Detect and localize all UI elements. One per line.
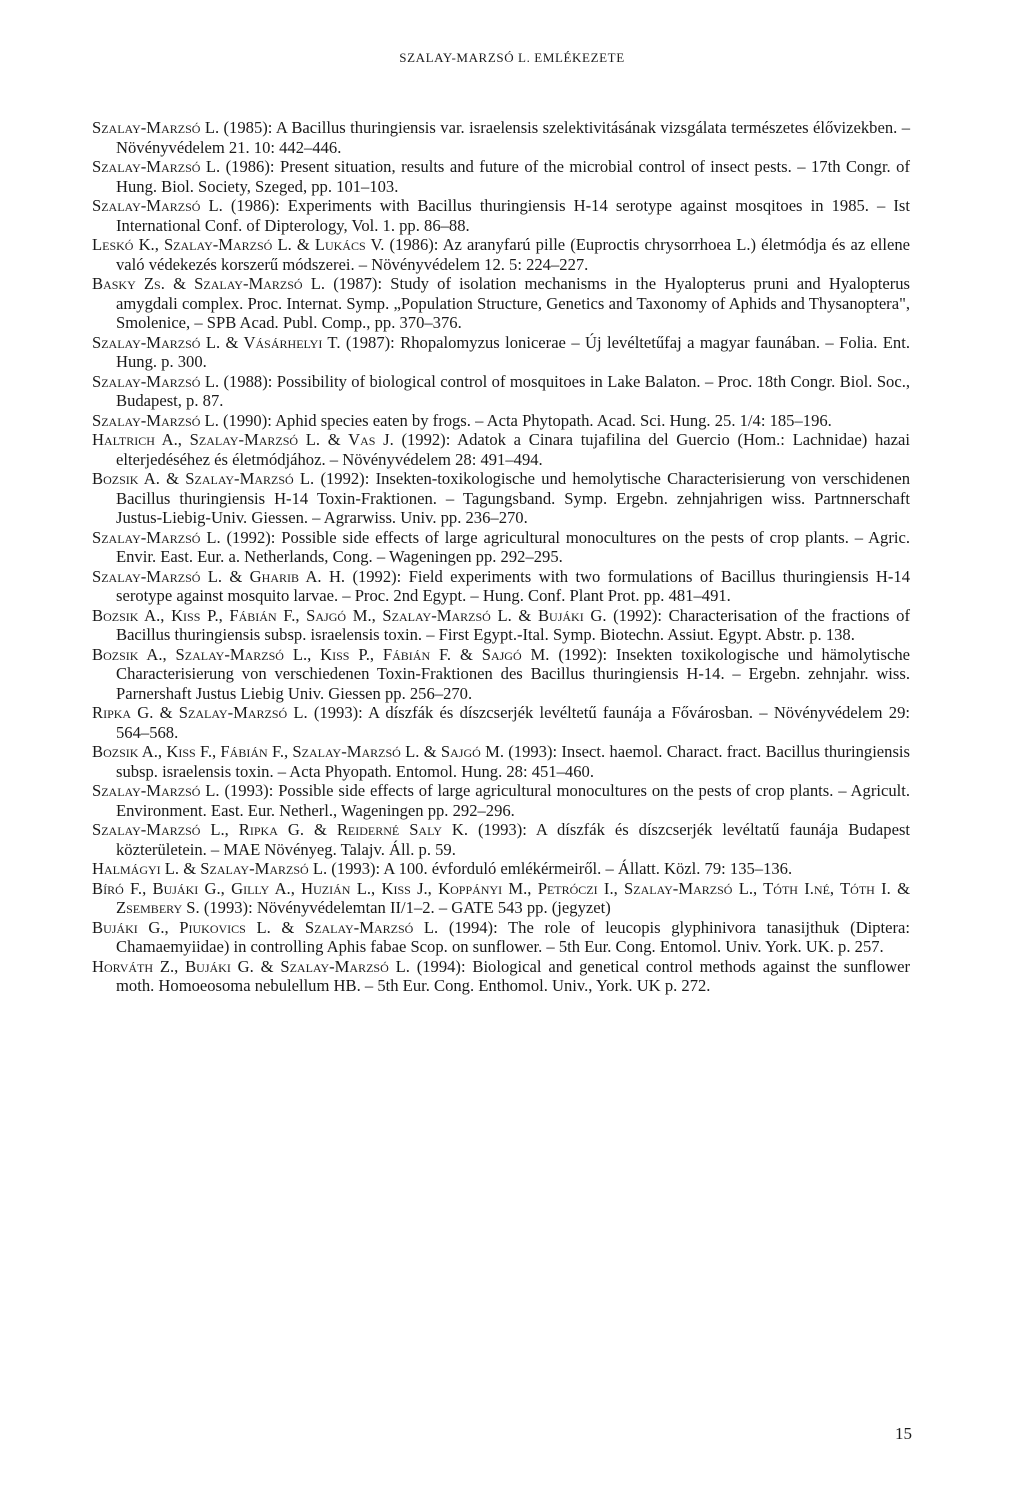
reference-authors: Szalay-Marzsó L.: [92, 781, 220, 800]
reference-authors: Horváth Z., Bujáki G. & Szalay-Marzsó L.: [92, 956, 410, 976]
reference-entry: [92, 918, 910, 957]
reference-entry: [92, 118, 910, 157]
reference-text: (1994): The role of leucopis glyphinivora tanasijthuk (Diptera: Chamaemyiidae) in controlling Aphis fabae Scop. on sunflower. – 5th Eur. Cong. Entomol. Univ. York. UK. p. 257.: [116, 917, 910, 956]
reference-entry: [92, 606, 910, 645]
reference-text: (1992): Field experiments with two formulations of Bacillus thuringiensis H-14 serotype against mosquito larvae. – Proc. 2nd Egypt. – Hung. Conf. Plant Prot. pp. 481–491.: [116, 566, 910, 605]
reference-text: (1993): A 100. évforduló emlékérmeiről. – Állatt. Közl. 79: 135–136.: [327, 859, 793, 878]
reference-entry: [92, 469, 910, 528]
reference-entry: [92, 196, 910, 235]
reference-list: [92, 118, 910, 996]
reference-authors: Leskó K., Szalay-Marzsó L. & Lukács V.: [92, 235, 385, 254]
reference-authors: Bíró F., Bujáki G., Gilly A., Huzián L., Kiss J., Koppányi M., Petróczi I., Szalay-Marzsó L., Tóth I.né, Tóth I. & Zsembery S.: [92, 878, 910, 917]
reference-text: (1993): Növényvédelemtan II/1–2. – GATE 543 pp. (jegyzet): [199, 898, 611, 917]
reference-text: (1992): Characterisation of the fractions of Bacillus thuringiensis subsp. israelensis toxin. – First Egypt.-Ital. Symp. Biotechn. Assiut. Egypt. Abstr. p. 138.: [116, 605, 910, 644]
reference-authors: Bozsik A., Kiss P., Fábián F., Sajgó M., Szalay-Marzsó L. & Bujáki G.: [92, 605, 607, 625]
reference-entry: [92, 274, 910, 333]
reference-entry: [92, 333, 910, 372]
reference-text: (1992): Adatok a Cinara tujafilina del Guercio (Hom.: Lachnidae) hazai elterjedéséhez és életmódjához. – Növényvédelem 28: 491–494.: [116, 430, 910, 469]
reference-entry: [92, 859, 910, 879]
reference-text: (1990): Aphid species eaten by frogs. – Acta Phytopath. Acad. Sci. Hung. 25. 1/4: 185–196.: [218, 410, 832, 430]
reference-text: (1993): A díszfák és díszcserjék levéltatű faunája Budapest közterületein. – MAE Növényeg. Talajv. Áll. p. 59.: [116, 820, 911, 859]
reference-text: (1987): Study of isolation mechanisms in the Hyalopterus pruni and Hyalopterus amygdali complex. Proc. Internat. Symp. „Population Structure, Genetics and Taxonomy of Aphids and Thysanoptera", Smolenice, – SPB Acad. Publ. Comp., pp. 370–376.: [116, 274, 911, 332]
reference-entry: [92, 781, 910, 820]
reference-text: (1985): A Bacillus thuringiensis var. israelensis szelektivitásának vizsgálata természetes élővizekben. – Növényvédelem 21. 10: 442–446.: [116, 118, 911, 157]
reference-authors: Bozsik A., Kiss F., Fábián F., Szalay-Marzsó L. & Sajgó M.: [92, 742, 504, 761]
reference-authors: Basky Zs. & Szalay-Marzsó L.: [92, 274, 326, 293]
reference-text: (1986): Az aranyfarú pille (Euproctis chrysorrhoea L.) életmódja és az ellene való védekezés korszerű módszerei. – Növényvédelem 12. 5: 224–227.: [116, 235, 910, 274]
reference-authors: Szalay-Marzsó L.: [92, 118, 220, 137]
reference-entry: [92, 235, 910, 274]
reference-authors: Bujáki G., Piukovics L. & Szalay-Marzsó L.: [92, 917, 439, 937]
reference-authors: Halmágyi L. & Szalay-Marzsó L.: [92, 859, 328, 878]
reference-authors: Szalay-Marzsó L.: [92, 157, 221, 176]
reference-authors: Szalay-Marzsó L.: [92, 196, 223, 215]
reference-text: (1986): Present situation, results and future of the microbial control of insect pests. – 17th Congr. of Hung. Biol. Society, Szeged, pp. 101–103.: [116, 157, 910, 196]
reference-authors: Bozsik A. & Szalay-Marzsó L.: [92, 469, 315, 488]
reference-entry: [92, 411, 910, 431]
reference-text: (1992): Possible side effects of large agricultural monocultures on the pests of crop plants. – Agric. Envir. East. Eur. a. Netherlands, Cong. – Wageningen pp. 292–295.: [116, 527, 910, 566]
reference-text: (1986): Experiments with Bacillus thuringiensis H-14 serotype against mosqitoes in 1985. – Ist International Conf. of Dipterology, Vol. 1. pp. 86–88.: [116, 196, 910, 235]
reference-authors: Szalay-Marzsó L.: [92, 527, 221, 547]
reference-authors: Szalay-Marzsó L. & Gharib A. H.: [92, 566, 346, 586]
reference-entry: [92, 645, 910, 704]
reference-entry: [92, 372, 910, 411]
reference-authors: Szalay-Marzsó L.: [92, 371, 220, 391]
reference-text: (1993): Insect. haemol. Charact. fract. Bacillus thuringiensis subsp. israelensis toxin. – Acta Phyopath. Entomol. Hung. 28: 451–460.: [116, 742, 910, 781]
reference-authors: Bozsik A., Szalay-Marzsó L., Kiss P., Fábián F. & Sajgó M.: [92, 644, 550, 664]
page-number: 15: [895, 1424, 912, 1443]
reference-authors: Ripka G. & Szalay-Marzsó L.: [92, 703, 308, 722]
reference-entry: [92, 879, 910, 918]
reference-text: (1992): Insekten-toxikologische und hemolytische Characterisierung von verschidenen Bacillus thuringiensis H-14 Toxin-Fraktionen. – Tagungsband. Symp. Ergebn. zehnjahrigen wiss. Partnnerschaft Justus-Liebig-Univ. Giessen. – Agrarwiss. Univ. pp. 236–270.: [116, 469, 910, 527]
reference-text: (1987): Rhopalomyzus lonicerae – Új levéltetűfaj a magyar faunában. – Folia. Ent. Hung. p. 300.: [116, 332, 910, 371]
reference-entry: [92, 528, 910, 567]
reference-entry: [92, 430, 910, 469]
reference-authors: Haltrich A., Szalay-Marzsó L. & Vas J.: [92, 430, 394, 449]
reference-authors: Szalay-Marzsó L.: [92, 410, 219, 430]
reference-authors: Szalay-Marzsó L. & Vásárhelyi T.: [92, 332, 341, 352]
reference-text: (1992): Insekten toxikologische und hämolytische Characterisierung von verschiedenen Toxin-Fraktionen des Bacillus thuringiensis H-14. – Ergebn. zehnjahr. wiss. Parnershaft Justus Liebig Univ. Giessen pp. 256–270.: [116, 644, 910, 703]
reference-entry: [92, 567, 910, 606]
reference-text: (1993): Possible side effects of large agricultural monocultures on the pests of crop plants. – Agricult. Environment. East. Eur. Netherl., Wageningen pp. 292–296.: [116, 781, 910, 820]
reference-entry: [92, 157, 910, 196]
reference-entry: [92, 957, 910, 996]
reference-text: (1988): Possibility of biological control of mosquitoes in Lake Balaton. – Proc. 18th Congr. Biol. Soc., Budapest, p. 87.: [116, 371, 911, 410]
reference-text: (1994): Biological and genetical control methods against the sunflower moth. Homoeosoma nebulellum HB. – 5th Eur. Cong. Enthomol. Univ., York. UK p. 272.: [116, 956, 910, 995]
reference-text: (1993): A díszfák és díszcserjék levéltetű faunája a Fővárosban. – Növényvédelem 29: 564–568.: [116, 703, 910, 742]
running-head: SZALAY-MARZSÓ L. EMLÉKEZETE: [399, 50, 625, 65]
reference-authors: Szalay-Marzsó L., Ripka G. & Reiderné Saly K.: [92, 820, 469, 839]
reference-entry: [92, 703, 910, 742]
reference-entry: [92, 820, 910, 859]
reference-entry: [92, 742, 910, 781]
